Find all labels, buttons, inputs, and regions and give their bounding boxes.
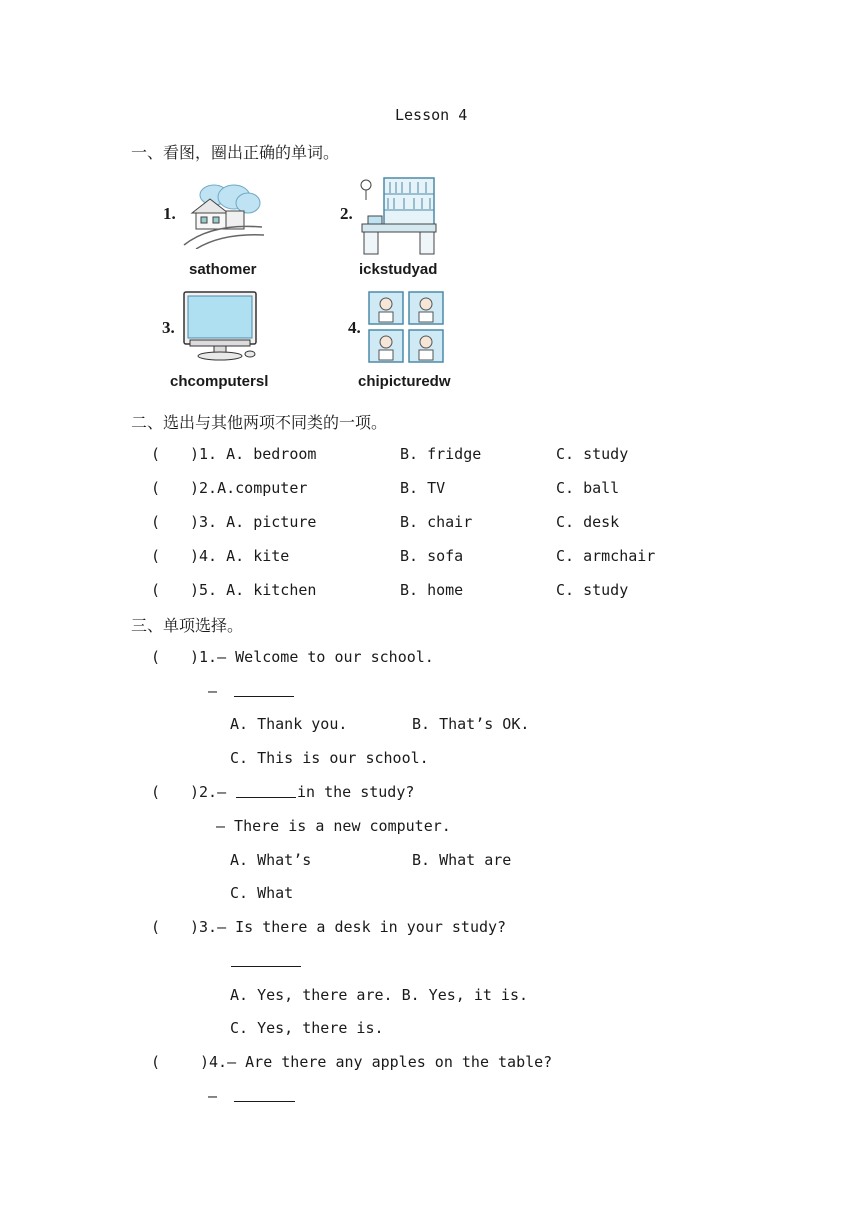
page-title: Lesson 4	[395, 106, 468, 124]
item-3-number: 3.	[162, 318, 175, 337]
q1-option-b: B. That’s OK.	[412, 715, 530, 733]
study-picture	[358, 176, 438, 256]
answer-paren[interactable]: (	[151, 1053, 161, 1071]
item-1-caption: sathomer	[189, 261, 257, 278]
q3-stem: )3.— Is there a desk in your study?	[190, 918, 507, 936]
option-c: C. study	[556, 445, 629, 463]
answer-paren[interactable]: (	[151, 783, 161, 801]
house-picture	[182, 183, 264, 249]
answer-paren[interactable]: (	[151, 648, 161, 666]
q3-answer-blank[interactable]	[231, 952, 301, 967]
item-4-caption: chipicturedw	[358, 373, 451, 390]
question-stem: )2.A.computer	[190, 479, 308, 497]
q4-answer-blank[interactable]	[234, 1087, 295, 1102]
option-b: B. fridge	[400, 445, 482, 463]
option-c: C. desk	[556, 513, 620, 531]
q2-option-b: B. What are	[412, 851, 512, 869]
answer-paren[interactable]: (	[151, 918, 161, 936]
q1-answer-blank[interactable]	[234, 682, 294, 697]
answer-paren[interactable]: (	[151, 581, 161, 599]
option-b: B. TV	[400, 479, 446, 497]
question-stem: )1. A. bedroom	[190, 445, 317, 463]
question-stem: )5. A. kitchen	[190, 581, 317, 599]
item-3-caption: chcomputersl	[170, 373, 269, 390]
section-3-heading: 三、单项选择。	[131, 616, 244, 635]
option-c: C. ball	[556, 479, 620, 497]
item-4-number: 4.	[348, 318, 361, 337]
option-c: C. armchair	[556, 547, 656, 565]
answer-paren[interactable]: (	[151, 445, 161, 463]
q3-option-c: C. Yes, there is.	[230, 1019, 384, 1037]
q1-stem: )1.— Welcome to our school.	[190, 648, 434, 666]
option-c: C. study	[556, 581, 629, 599]
answer-paren[interactable]: (	[151, 513, 161, 531]
q1-option-a: A. Thank you.	[230, 715, 348, 733]
q4-reply-dash: —	[208, 1087, 218, 1105]
item-2-number: 2.	[340, 204, 353, 223]
q2-stem-end: in the study?	[297, 783, 415, 801]
q4-stem: )4.— Are there any apples on the table?	[200, 1053, 553, 1071]
q2-answer-blank[interactable]	[236, 783, 296, 798]
q1-reply-dash: —	[208, 682, 218, 700]
pictures-picture	[367, 290, 447, 364]
section-2-heading: 二、选出与其他两项不同类的一项。	[131, 413, 388, 432]
q2-option-a: A. What’s	[230, 851, 312, 869]
answer-paren[interactable]: (	[151, 479, 161, 497]
option-b: B. chair	[400, 513, 473, 531]
question-stem: )3. A. picture	[190, 513, 317, 531]
q3-options-ab: A. Yes, there are. B. Yes, it is.	[230, 986, 529, 1004]
option-b: B. sofa	[400, 547, 464, 565]
section-1-heading: 一、看图，圈出正确的单词。	[131, 143, 340, 162]
item-1-number: 1.	[163, 204, 176, 223]
item-2-caption: ickstudyad	[359, 261, 438, 278]
q2-reply: — There is a new computer.	[216, 817, 451, 835]
option-b: B. home	[400, 581, 464, 599]
q1-option-c: C. This is our school.	[230, 749, 429, 767]
question-stem: )4. A. kite	[190, 547, 290, 565]
computer-picture	[180, 290, 260, 364]
q2-stem-start: )2.—	[190, 783, 227, 801]
answer-paren[interactable]: (	[151, 547, 161, 565]
q2-option-c: C. What	[230, 884, 294, 902]
